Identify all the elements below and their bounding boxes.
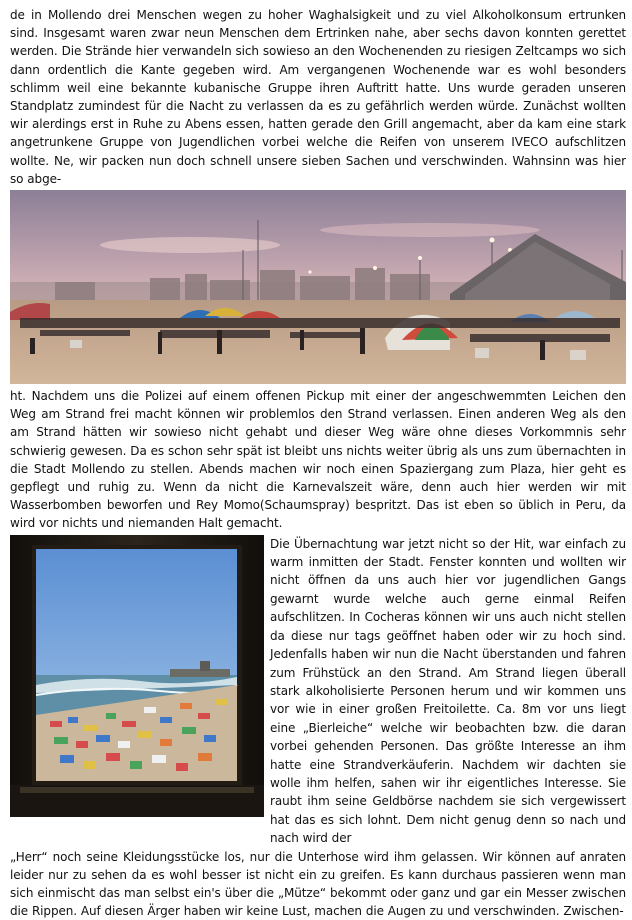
text-column [270, 535, 626, 848]
window-beach-photo [10, 535, 264, 817]
document-page [10, 6, 626, 919]
paragraph-robbery: „Herr“ noch seine Kleidungsstücke los, nur die Unterhose wird ihm gelassen. Wir können auf anraten leider nur zu sehen da es wohl besser ist nicht ein zu greifen. Es kann durchaus passieren wenn man sich einmischt das man selbst ein's über die „Mütze“ bekommt oder ganz und gar ein Messer zwischen die Rippen. Auf diesen Ärger haben wir keine Lust, machen die Augen zu und verschwinden. Zwischen- [10, 849, 626, 919]
paragraph-police: ht. Nachdem uns die Polizei auf einem offenen Pickup mit einer der angeschwemmten Leichen den Weg am Strand frei macht können wir problemlos den Strand verlassen. Einen anderen Weg als den am Strand hätten wir sowieso nicht gehabt und dieser Weg wäre ohne dieses Vorkommnis sehr schwierig gewesen. Da es schon sehr spät ist bleibt uns nichts weiter übrig als uns zum übernachten in die Stadt Mollendo zu stellen. Abends machen wir noch einen Spaziergang zum Plaza, hier geht es gepflegt und ruhig zu. Wenn da nicht die Karnevalszeit wäre, denn auch hier werden wir mit Wasserbomben beworfen und Rey Momo(Schaumspray) bespritzt. Das ist eben so üblich in Peru, da wird vor nichts und niemanden Halt gemacht. [10, 389, 626, 531]
paragraph-night: Die Übernachtung war jetzt nicht so der Hit, war einfach zu warm inmitten der Stadt. Fenster konnten und wollten wir nicht öffnen da uns auch hier vor jugendlichen Gangs gewarnt wurde welche auch gerne einmal Reifen aufschlitzen. In Cocheras können wir uns auch nicht stellen da diese nur tags geöffnet haben oder wir zu hoch sind. Jedenfalls haben wir nun die Nacht überstanden und fahren zum Frühstück an den Strand. Am Strand liegen überall stark alkoholisierte Personen herum und wir kommen uns vor wie in einer großen Freitoilette. Ca. 8m vor uns liegt eine „Bierleiche“ welche wir beobachten bzw. die daran vorbei gehenden Personen. Das größte Interesse an ihm hatte eine Strandverkäuferin. Nachdem wir dachten sie wolle ihm helfen, sahen wir ihr eigentliches Interesse. Sie raubt ihm seine Geldbörse nachdem sie sich vergewissert hat das es sich lohnt. Dem nicht genug denn so nach und nach wird der [270, 536, 626, 846]
beach-crowd-photo [10, 190, 626, 384]
photo-text-section [10, 535, 626, 848]
paragraph-intro: de in Mollendo drei Menschen wegen zu hoher Waghalsigkeit und zu viel Alkoholkonsum ertrunken sind. Insgesamt waren zwar neun Menschen dem Ertrinken nahe, aber sechs davon konnten gerettet werden. Die Strände hier verwandeln sich sowieso an den Wochenenden zu riesigen Zeltcamps wo sich dann ordentlich die Kante gegeben wird. Am vergangenen Wochenende war es wohl besonders schlimm weil eine bekannte kubanische Gruppe ihren Auftritt hatte. Uns wurde geraden unseren Standplatz zumindest für die Nacht zu verlassen da es zu gefährlich werden würde. Zunächst wollten wir alerdings erst in Ruhe zu Abens essen, hatten gerade den Grill angemacht, aber da kam eine stark angetrunkene Gruppe von Jugendlichen vorbei welche die Reifen von unserem IVECO aufschlitzen wollte. Ne, wir packen nun doch schnell unsere sieben Sachen und verschwinden. Wahnsinn was hier so abge- [10, 8, 626, 186]
